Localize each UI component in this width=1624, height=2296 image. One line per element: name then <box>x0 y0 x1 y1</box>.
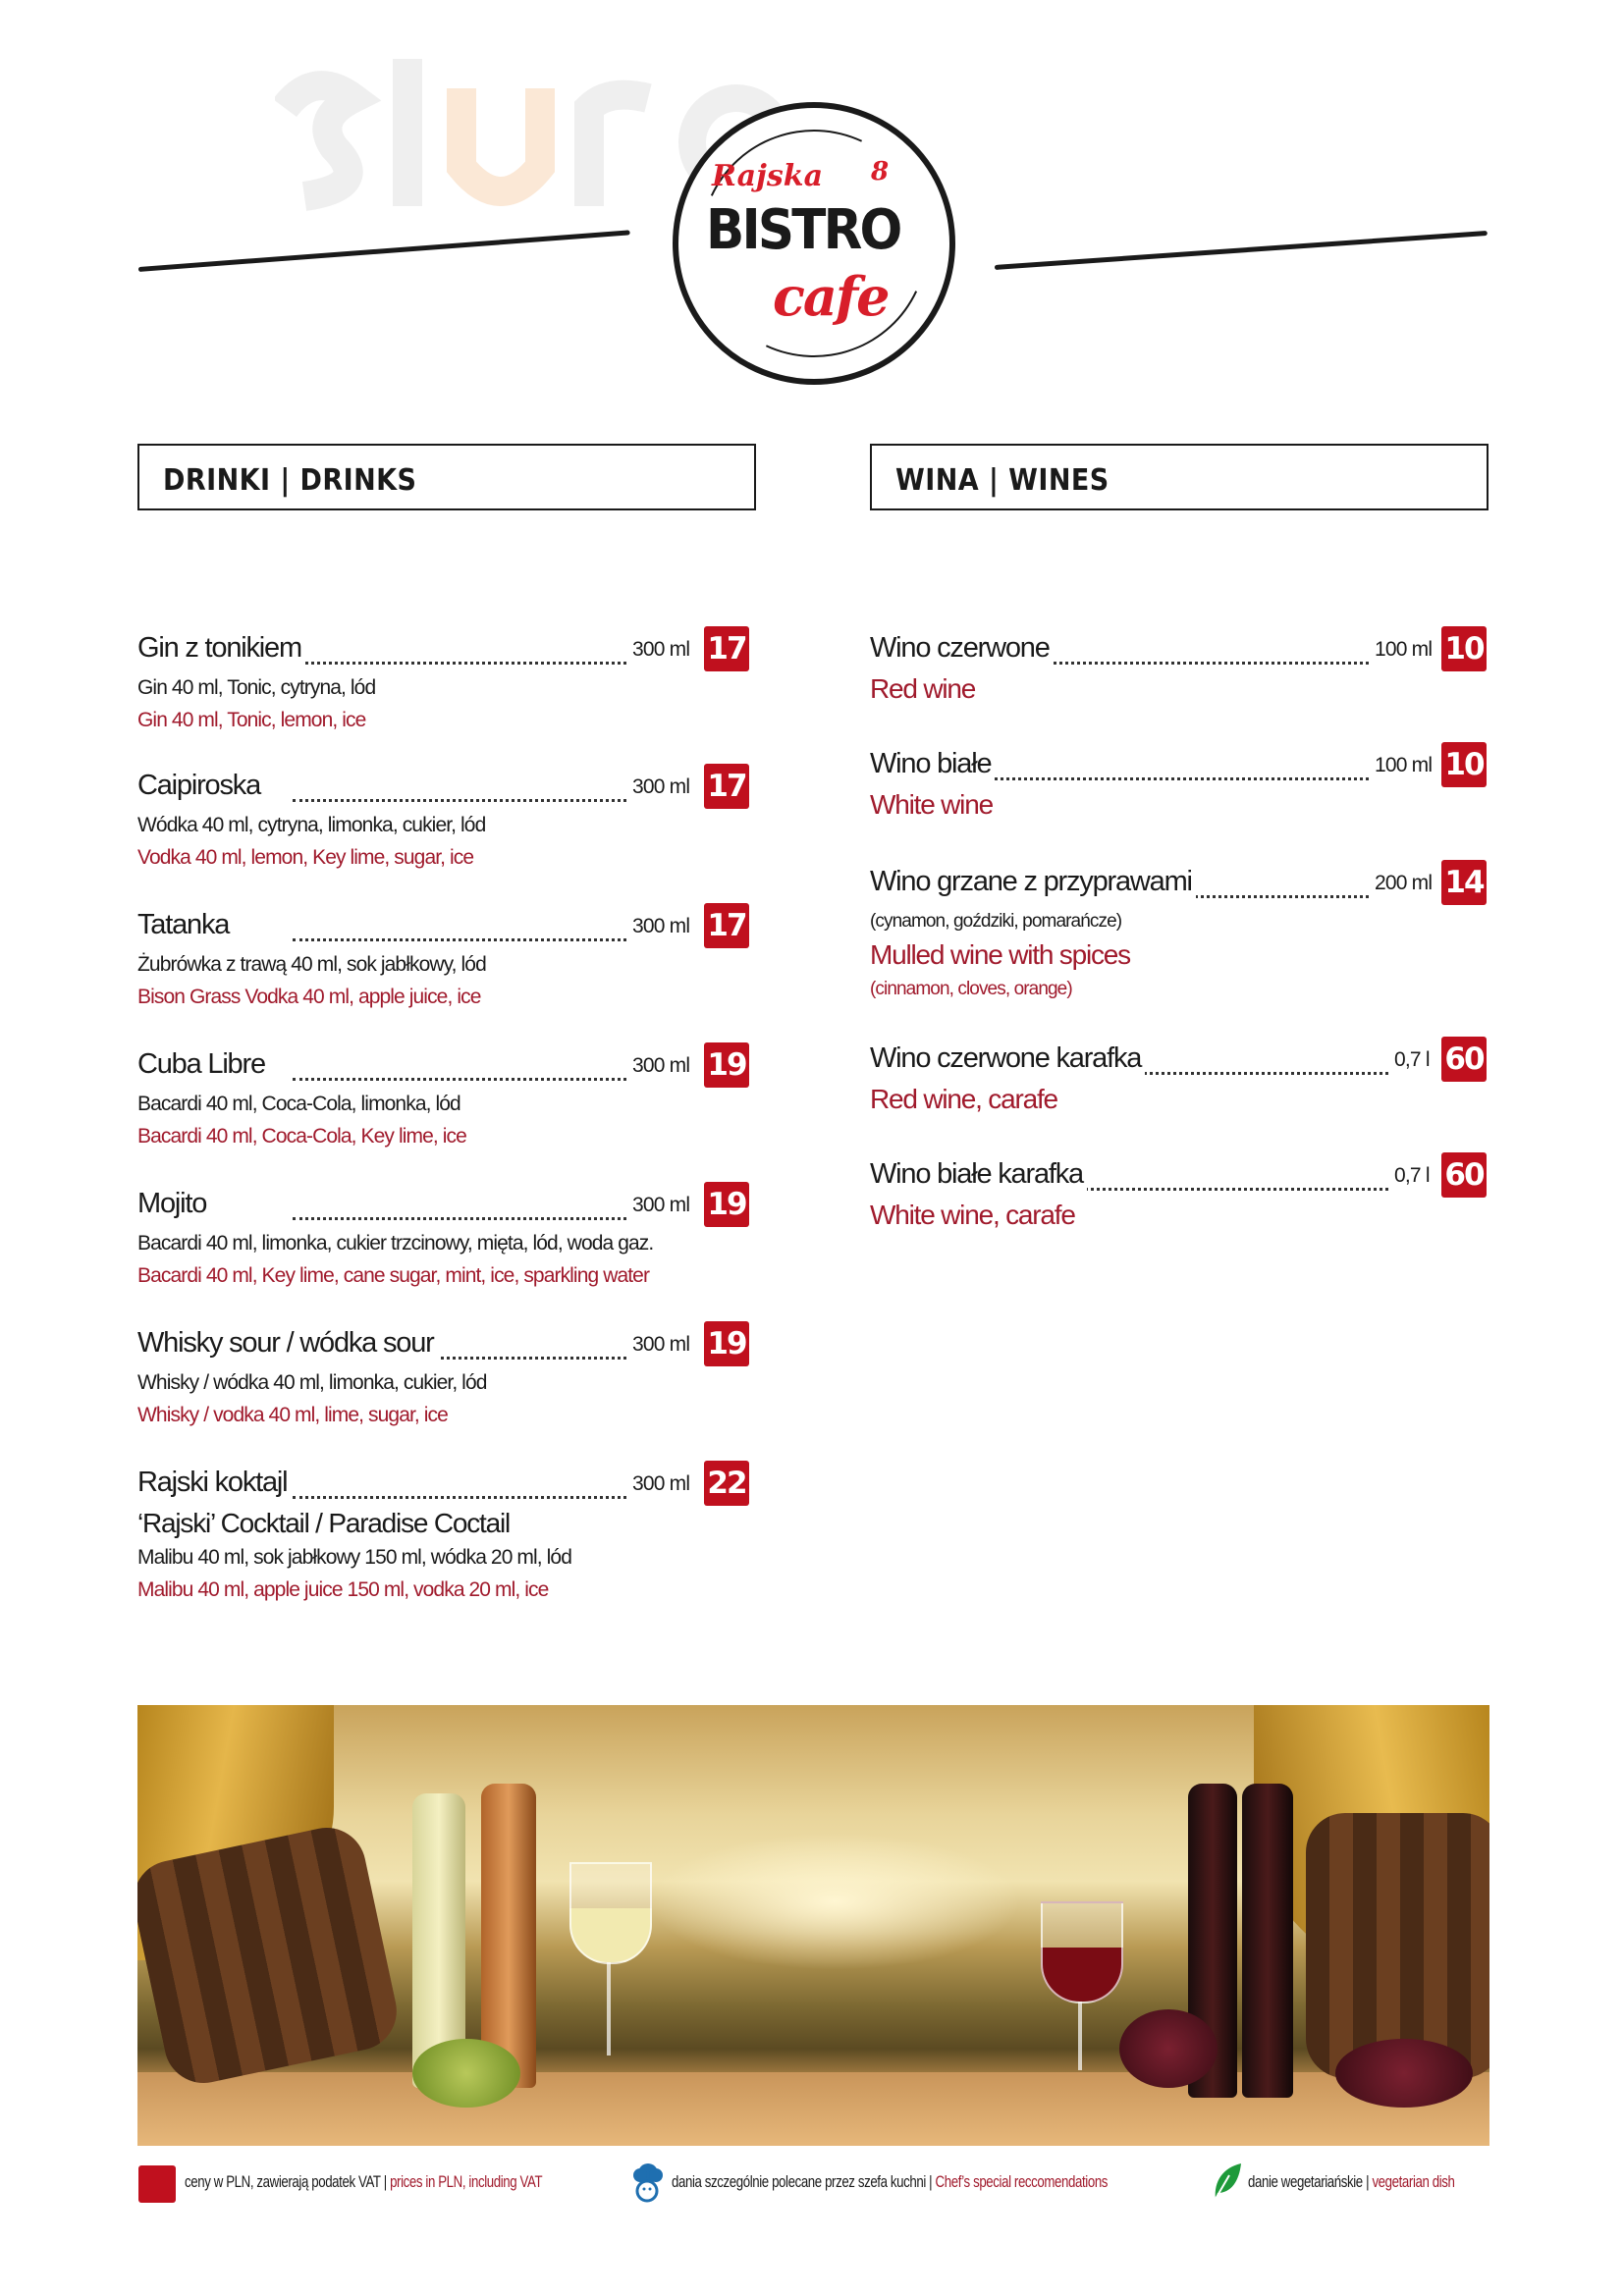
separator: | <box>929 2172 933 2191</box>
price-badge: 10 <box>1441 626 1487 671</box>
price-badge: 19 <box>704 1182 749 1227</box>
item-name: Wino czerwone karafka <box>870 1042 1145 1075</box>
price-badge: 60 <box>1441 1152 1487 1198</box>
drinks-menu-item <box>137 1188 758 1292</box>
footer-veg <box>1248 2171 1455 2193</box>
item-description-en: Gin 40 ml, Tonic, lemon, ice <box>137 709 366 731</box>
item-volume: 300 ml <box>632 1194 690 1216</box>
item-name: Wino czerwone <box>870 632 1054 665</box>
drinks-menu-item <box>137 1467 758 1606</box>
wines-menu-item <box>870 748 1490 823</box>
drinks-header <box>137 444 756 510</box>
item-name: Wino białe karafka <box>870 1158 1087 1191</box>
wines-title: WINA | WINES <box>895 463 1110 498</box>
item-name: Mojito <box>137 1188 210 1220</box>
separator: | <box>1366 2172 1370 2191</box>
wines-menu-item <box>870 1158 1490 1233</box>
item-description-pl: Bacardi 40 ml, limonka, cukier trzcinowy, mięta, lód, woda gaz. <box>137 1232 654 1255</box>
item-volume: 300 ml <box>632 638 690 661</box>
price-badge: 19 <box>704 1042 749 1088</box>
item-description-en-big: Mulled wine with spices <box>870 939 1130 970</box>
drinks-menu-item <box>137 909 758 1013</box>
price-legend-icon <box>138 2165 176 2203</box>
logo-number: 8 <box>871 157 890 187</box>
item-description-en-small: (cinnamon, cloves, orange) <box>870 979 1072 999</box>
price-badge: 19 <box>704 1321 749 1366</box>
price-badge: 14 <box>1441 860 1487 905</box>
footer-prices-en: prices in PLN, including VAT <box>390 2172 543 2191</box>
item-volume: 100 ml <box>1375 638 1433 661</box>
item-header <box>870 748 1490 787</box>
item-description-en: Vodka 40 ml, lemon, Key lime, sugar, ice <box>137 846 474 869</box>
item-header <box>137 1188 758 1227</box>
footer-prices-pl: ceny w PLN, zawierają podatek VAT <box>185 2172 381 2191</box>
leader-dots <box>293 1048 626 1081</box>
footer-chef-pl: dania szczególnie polecane przez szefa kuchni <box>672 2172 926 2191</box>
item-volume: 300 ml <box>632 1472 690 1495</box>
decorative-line-left <box>138 230 630 272</box>
item-description-en-big: Red wine <box>870 673 976 704</box>
leader-dots <box>293 1467 626 1499</box>
price-badge: 22 <box>704 1461 749 1506</box>
item-description-en-big: Red wine, carafe <box>870 1084 1057 1114</box>
logo-cafe: cafe <box>773 265 889 328</box>
logo <box>673 102 955 385</box>
chef-icon <box>628 2162 668 2208</box>
item-header <box>870 1042 1490 1082</box>
item-volume: 200 ml <box>1375 872 1433 894</box>
item-description-pl: Malibu 40 ml, sok jabłkowy 150 ml, wódka 20 ml, lód <box>137 1546 571 1569</box>
item-description-en: Malibu 40 ml, apple juice 150 ml, vodka 20 ml, ice <box>137 1578 549 1601</box>
item-volume: 100 ml <box>1375 754 1433 776</box>
item-header <box>870 1158 1490 1198</box>
item-header <box>137 1467 758 1506</box>
price-badge: 17 <box>704 626 749 671</box>
footer-chef-en: Chef’s special reccomendations <box>935 2172 1109 2191</box>
item-header <box>137 1048 758 1088</box>
drinks-menu-item <box>137 1048 758 1152</box>
item-name: Gin z tonikiem <box>137 632 305 665</box>
item-volume: 0,7 l <box>1394 1164 1430 1187</box>
item-description-en-big: White wine <box>870 789 993 820</box>
item-description-pl: Wódka 40 ml, cytryna, limonka, cukier, lód <box>137 814 486 836</box>
leader-dots <box>293 909 626 941</box>
wines-menu-item <box>870 1042 1490 1117</box>
item-volume: 300 ml <box>632 775 690 798</box>
item-header <box>137 632 758 671</box>
item-name: Cuba Libre <box>137 1048 269 1081</box>
item-header <box>870 866 1490 905</box>
item-description-en-big: White wine, carafe <box>870 1200 1075 1230</box>
item-description-en: Bacardi 40 ml, Key lime, cane sugar, mint, ice, sparkling water <box>137 1264 650 1287</box>
wines-menu-item <box>870 866 1490 1005</box>
item-name: Caipiroska <box>137 770 264 802</box>
price-badge: 17 <box>704 903 749 948</box>
leader-dots <box>293 1188 626 1220</box>
logo-bistro: BISTRO <box>706 198 900 262</box>
price-badge: 10 <box>1441 742 1487 787</box>
footer-veg-en: vegetarian dish <box>1372 2172 1455 2191</box>
drinks-menu-item <box>137 632 758 736</box>
item-header <box>137 909 758 948</box>
item-description-pl-big: ‘Rajski’ Cocktail / Paradise Coctail <box>137 1508 511 1538</box>
item-description-pl: Bacardi 40 ml, Coca-Cola, limonka, lód <box>137 1093 460 1115</box>
vegetarian-leaf-icon <box>1210 2162 1243 2206</box>
wine-scene-photo <box>137 1705 1489 2146</box>
item-description-en: Whisky / vodka 40 ml, lime, sugar, ice <box>137 1404 448 1426</box>
drinks-title: DRINKI | DRINKS <box>163 463 417 498</box>
item-name: Tatanka <box>137 909 233 941</box>
footer-veg-pl: danie wegetariańskie <box>1248 2172 1363 2191</box>
leader-dots <box>293 632 626 665</box>
logo-rajska: Rajska <box>712 159 824 193</box>
item-description-pl: Gin 40 ml, Tonic, cytryna, lód <box>137 676 376 699</box>
item-name: Rajski koktajl <box>137 1467 291 1499</box>
item-header <box>137 770 758 809</box>
item-volume: 300 ml <box>632 1333 690 1356</box>
item-header <box>137 1327 758 1366</box>
price-badge: 17 <box>704 764 749 809</box>
leader-dots <box>293 770 626 802</box>
footer-prices <box>185 2171 542 2193</box>
item-name: Wino grzane z przyprawami <box>870 866 1196 898</box>
item-volume: 300 ml <box>632 1054 690 1077</box>
item-description-pl: Whisky / wódka 40 ml, limonka, cukier, lód <box>137 1371 487 1394</box>
price-badge: 60 <box>1441 1037 1487 1082</box>
wines-menu-item <box>870 632 1490 707</box>
wines-header <box>870 444 1489 510</box>
item-description-pl-small: (cynamon, goździki, pomarańcze) <box>870 911 1122 932</box>
item-volume: 0,7 l <box>1394 1048 1430 1071</box>
item-description-pl: Żubrówka z trawą 40 ml, sok jabłkowy, lód <box>137 953 486 976</box>
item-header <box>870 632 1490 671</box>
item-volume: 300 ml <box>632 915 690 937</box>
item-description-en: Bacardi 40 ml, Coca-Cola, Key lime, ice <box>137 1125 466 1148</box>
drinks-menu-item <box>137 770 758 874</box>
decorative-line-right <box>995 231 1488 270</box>
item-name: Whisky sour / wódka sour <box>137 1327 438 1360</box>
drinks-menu-item <box>137 1327 758 1431</box>
item-name: Wino białe <box>870 748 995 780</box>
separator: | <box>383 2172 387 2191</box>
footer-chef <box>672 2171 1108 2193</box>
item-description-en: Bison Grass Vodka 40 ml, apple juice, ice <box>137 986 481 1008</box>
